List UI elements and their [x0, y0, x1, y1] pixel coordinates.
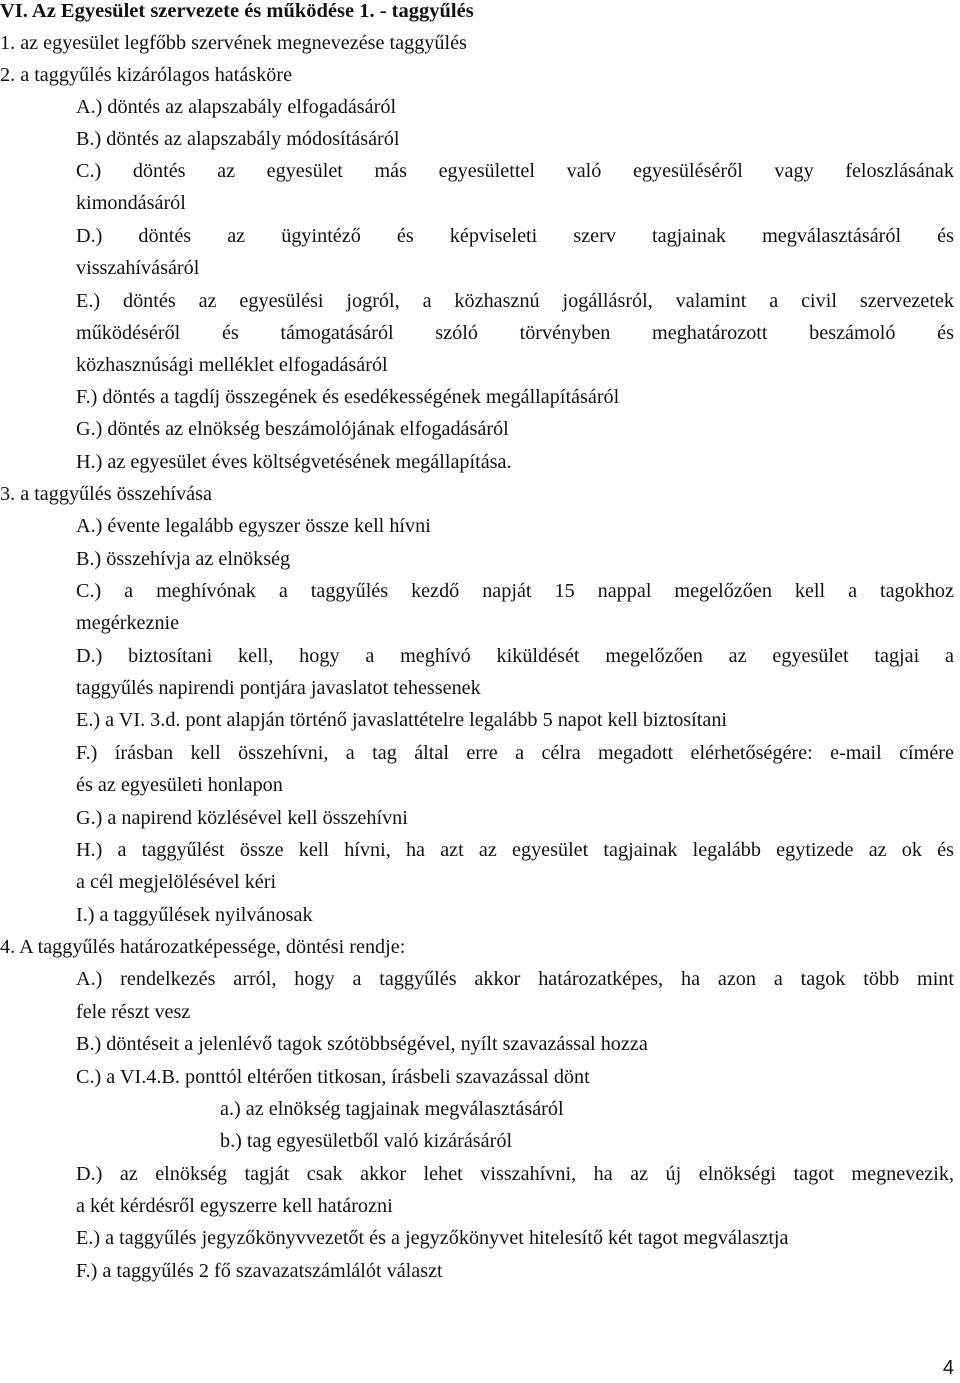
list-item-3a: A.) évente legalább egyszer össze kell hívni — [76, 515, 431, 537]
list-item-3c-cont: megérkeznie — [76, 612, 180, 634]
list-item-2c-cont: kimondásáról — [76, 192, 186, 214]
list-item-4a-cont: fele részt vesz — [76, 1001, 191, 1023]
list-subitem-4c-a: a.) az elnökség tagjainak megválasztásáról — [220, 1098, 564, 1120]
list-item-2d: D.) döntés az ügyintéző és képviseleti szerv tagjainak megválasztásáról és — [76, 225, 954, 247]
list-item-4e: E.) a taggyűlés jegyzőkönyvvezetőt és a jegyzőkönyvet hitelesítő két tagot megválasztja — [76, 1227, 789, 1249]
page-number: 4 — [942, 1357, 954, 1379]
list-item-4d: D.) az elnökség tagját csak akkor lehet visszahívni, ha az új elnökségi tagot megnevezik, — [76, 1163, 954, 1185]
list-item-2b: B.) döntés az alapszabály módosításáról — [76, 128, 400, 150]
list-item-2: 2. a taggyűlés kizárólagos hatásköre — [0, 64, 293, 86]
list-item-3d-cont: taggyűlés napirendi pontjára javaslatot tehessenek — [76, 677, 481, 699]
list-item-2e-cont-1: működéséről és támogatásáról szóló törvényben meghatározott beszámoló és — [76, 322, 954, 344]
list-item-3e: E.) a VI. 3.d. pont alapján történő javaslattételre legalább 5 napot kell biztosítani — [76, 709, 728, 731]
list-item-2a: A.) döntés az alapszabály elfogadásáról — [76, 96, 397, 118]
list-item-3h-cont: a cél megjelölésével kéri — [76, 871, 277, 893]
list-item-3i: I.) a taggyűlések nyilvánosak — [76, 904, 313, 926]
list-item-4f: F.) a taggyűlés 2 fő szavazatszámlálót választ — [76, 1260, 443, 1282]
list-item-2f: F.) döntés a tagdíj összegének és esedékességének megállapításáról — [76, 386, 620, 408]
list-item-2g: G.) döntés az elnökség beszámolójának elfogadásáról — [76, 418, 509, 440]
list-item-3d: D.) biztosítani kell, hogy a meghívó kiküldését megelőzően az egyesület tagjai a — [76, 645, 954, 667]
list-item-4a: A.) rendelkezés arról, hogy a taggyűlés akkor határozatképes, ha azon a tagok több mint — [76, 968, 954, 990]
section-heading: VI. Az Egyesület szervezete és működése 1. - taggyűlés — [0, 0, 474, 22]
list-item-2h: H.) az egyesület éves költségvetésének megállapítása. — [76, 451, 512, 473]
list-item-2e-cont-2: közhasznúsági melléklet elfogadásáról — [76, 354, 388, 376]
list-item-3f-cont: és az egyesületi honlapon — [76, 774, 283, 796]
list-item-3c: C.) a meghívónak a taggyűlés kezdő napját 15 nappal megelőzően kell a tagokhoz — [76, 580, 954, 602]
list-item-3: 3. a taggyűlés összehívása — [0, 483, 212, 505]
list-item-3h: H.) a taggyűlést össze kell hívni, ha azt az egyesület tagjainak legalább egytizede az ok és — [76, 839, 954, 861]
list-item-3b: B.) összehívja az elnökség — [76, 548, 291, 570]
list-item-1: 1. az egyesület legfőbb szervének megnevezése taggyűlés — [0, 32, 467, 54]
list-subitem-4c-b: b.) tag egyesületből való kizárásáról — [220, 1130, 513, 1152]
list-item-4c: C.) a VI.4.B. ponttól eltérően titkosan, írásbeli szavazással dönt — [76, 1066, 590, 1088]
list-item-4b: B.) döntéseit a jelenlévő tagok szótöbbségével, nyílt szavazással hozza — [76, 1033, 648, 1055]
list-item-2e: E.) döntés az egyesülési jogról, a közhasznú jogállásról, valamint a civil szervezetek — [76, 290, 954, 312]
list-item-2d-cont: visszahívásáról — [76, 257, 200, 279]
list-item-3f: F.) írásban kell összehívni, a tag által erre a célra megadott elérhetőségére: e-mail címére — [76, 742, 954, 764]
list-item-3g: G.) a napirend közlésével kell összehívni — [76, 807, 408, 829]
list-item-4d-cont: a két kérdésről egyszerre kell határozni — [76, 1195, 393, 1217]
list-item-4: 4. A taggyűlés határozatképessége, döntési rendje: — [0, 936, 406, 958]
list-item-2c: C.) döntés az egyesület más egyesülettel való egyesüléséről vagy feloszlásának — [76, 160, 954, 182]
